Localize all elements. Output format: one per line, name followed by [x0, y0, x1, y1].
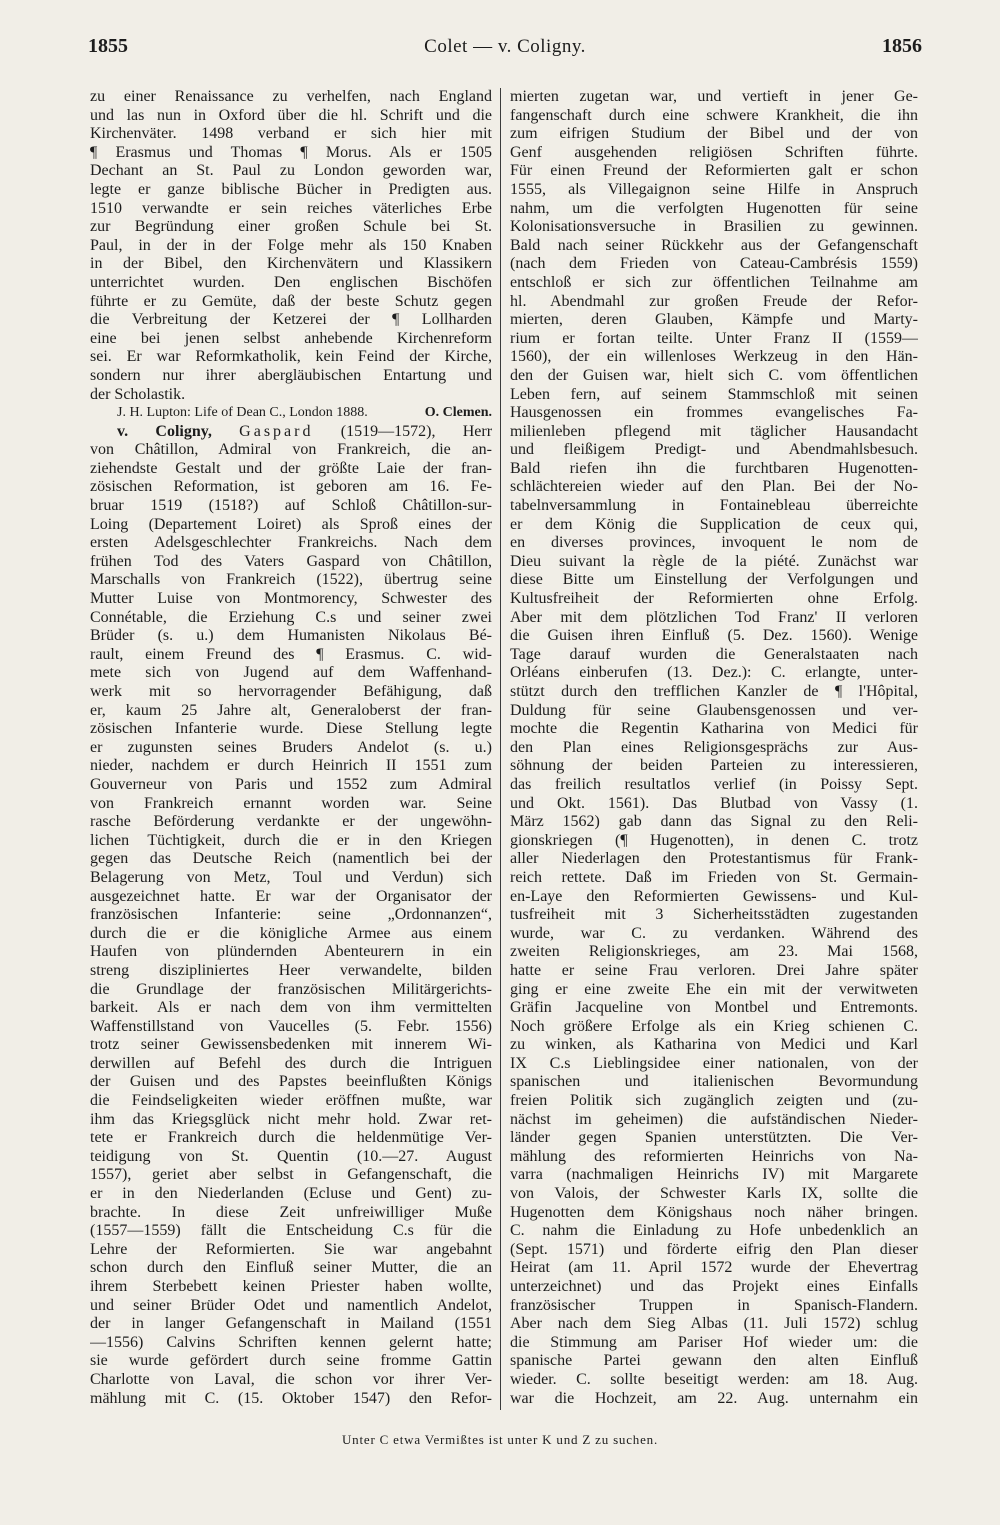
- text-line: Brüder (s. u.) dem Humanisten Nikolaus Bé-: [90, 627, 492, 645]
- text-line: schlächtereien wieder auf den Plan. Bei der No-: [510, 478, 918, 496]
- author-signature: O. Clemen.: [424, 405, 492, 421]
- text-line: mierten zugetan war, und vertieft in jener Ge-: [510, 88, 918, 105]
- text-line: frühen Tod des Vaters Gaspard von Châtillon,: [90, 552, 492, 570]
- text-line: streng diszipliniertes Heer verwandelte, bilden: [90, 961, 492, 979]
- text-line: 1557), geriet aber selbst in Gefangenschaft, die: [90, 1166, 492, 1184]
- text-line: aller Niederlagen den Protestantismus für Frank-: [510, 850, 918, 868]
- text-line: zösischen Infanterie wurde. Diese Stellung legte: [90, 720, 492, 738]
- text-line: von Frankreich ernannt worden war. Seine: [90, 794, 492, 812]
- text-line: tabelnversammlung in Fontainebleau überreichte: [510, 497, 918, 515]
- text-line: werk mit so hervorragender Befähigung, daß: [90, 683, 492, 700]
- text-line: die Guisen ihren Einfluß (5. Dez. 1560). Wenige: [510, 627, 918, 645]
- bibliography-line: [90, 404, 492, 423]
- text-line: Kultusfreiheit der Reformierten ohne Erfolg.: [510, 590, 918, 608]
- column-divider: [500, 88, 501, 1410]
- text-line: unterrichtet wurden. Den englischen Bischöfen: [90, 273, 492, 291]
- text-line: ausgezeichnet hatte. Er war der Organisator der: [90, 887, 492, 905]
- text-line: die Verbreitung der Ketzerei der ¶ Lollharden: [90, 311, 492, 329]
- entry-headword: v. Coligny,: [117, 422, 212, 440]
- text-line: länder gegen Spanien unterstützten. Die Ver-: [510, 1129, 918, 1147]
- text-line: Mutter Luise von Montmorency, Schwester des: [90, 590, 492, 608]
- text-line: und Okt. 1561). Das Blutbad von Vassy (1.: [510, 794, 918, 812]
- text-line: Belagerung von Metz, Toul und Verdun) sich: [90, 868, 492, 886]
- text-line: milienleben pflegend mit täglicher Hausandacht: [510, 422, 918, 440]
- text-line: 1510 verwandte er sein reiches väterliches Erbe: [90, 199, 492, 217]
- text-line: die Feindseligkeiten wieder eröffnen mußte, war: [90, 1092, 492, 1110]
- text-line: ihm das Kriegsglück nicht mehr hold. Zwar ret-: [90, 1110, 492, 1128]
- text-line: fangenschaft durch eine schwere Krankheit, die ihn: [510, 106, 918, 124]
- text-line: Aber nach dem Sieg Albas (11. Juli 1572) schlug: [510, 1315, 918, 1333]
- page-number-left: 1855: [88, 35, 128, 57]
- text-line: barkeit. Als er nach dem von ihm vermittelten: [90, 999, 492, 1017]
- text-line: Haufen von plündernden Abenteurern in ein: [90, 943, 492, 961]
- text-line: sondern nur ihrer abergläubischen Entartung und: [90, 366, 492, 384]
- text-line: mierten, deren Glauben, Kämpfe und Marty-: [510, 311, 918, 329]
- text-line: Für einen Freund der Reformierten galt er schon: [510, 162, 918, 180]
- footer-note: Unter C etwa Vermißtes ist unter K und Z zu suchen.: [341, 1432, 659, 1447]
- text-line: entschloß er sich zur öffentlichen Teilnahme am: [510, 273, 918, 291]
- text-line: legte er ganze biblische Bücher in Predigten aus.: [90, 180, 492, 198]
- text-line: unterzeichnet) und das Projekt eines Einfalls: [510, 1278, 918, 1295]
- text-line: französischen Infanterie: seine „Ordonnanzen“,: [90, 906, 492, 924]
- text-line: en-Laye den Reformierten Gewissens- und Kul-: [510, 887, 918, 905]
- text-line: Bald riefen ihn die furchtbaren Hugenotten-: [510, 459, 918, 477]
- text-line: rium er fortan teilte. Unter Franz II (1559—: [510, 329, 918, 347]
- text-line: Waffenstillstand von Vaucelles (5. Febr. 1556): [90, 1017, 492, 1035]
- text-line: zweiten Religionskrieges, am 23. Mai 1568,: [510, 943, 918, 961]
- text-line: eine bei jenen selbst anhebende Kirchenreform: [90, 329, 492, 347]
- text-line: hatte er seine Frau verloren. Drei Jahre später: [510, 961, 918, 979]
- text-line: mählung mit C. (15. Oktober 1547) den Refor-: [90, 1389, 492, 1407]
- text-line: wurde, war C. zu verdanken. Während des: [510, 924, 918, 942]
- text-line: teidigung von St. Quentin (10.—27. August: [90, 1147, 492, 1165]
- text-line: sei. Er war Reformkatholik, kein Feind der Kirche,: [90, 348, 492, 366]
- text-line: die Grundlage der französischen Militärgerichts-: [90, 980, 492, 998]
- text-line: tusfreiheit mit 3 Sicherheitsstädten zugestanden: [510, 906, 918, 924]
- entry-given-name: Gaspard: [239, 422, 314, 440]
- text-line: hl. Abendmahl zur großen Freude der Refor-: [510, 292, 918, 310]
- text-line: C. nahm die Einladung zu Hofe unbedenklich an: [510, 1222, 918, 1240]
- text-line: Charlotte von Laval, die schon vor ihrer Ver-: [90, 1370, 492, 1388]
- text-line: Hugenotten dem Königshaus noch näher bringen.: [510, 1203, 918, 1221]
- text-line: varra (nachmaligen Heinrichs IV) mit Margarete: [510, 1166, 918, 1184]
- text-line: er, kaum 25 Jahre alt, Generaloberst der fran-: [90, 701, 492, 719]
- text-line: Lehre der Reformierten. Sie war angebahnt: [90, 1240, 492, 1258]
- text-line: söhnung der beiden Parteien zu interessieren,: [510, 757, 918, 775]
- text-line: trotz seiner Gewissensbedenken mit innerem Wi-: [90, 1036, 492, 1054]
- page-number-right: 1856: [882, 35, 922, 57]
- entry-dates: (1519—1572), Herr: [340, 422, 492, 440]
- text-line: ersten Adelsgeschlechter Frankreichs. Nach dem: [90, 534, 492, 552]
- text-line: mete sich von Jugend auf dem Waffenhand-: [90, 664, 492, 682]
- text-line: März 1562) gab dann das Signal zu den Reli-: [510, 813, 918, 831]
- text-line: Kirchenväter. 1498 verband er sich hier mit: [90, 125, 492, 143]
- text-line: spanischen und italienischen Bevormundung: [510, 1073, 918, 1091]
- text-line: Heirat (am 11. April 1572 wurde der Ehevertrag: [510, 1259, 918, 1277]
- left-column: [90, 88, 492, 1408]
- text-line: (Sept. 1571) und förderte eifrig den Plan dieser: [510, 1240, 918, 1258]
- text-line: Duldung für seine Glaubensgenossen und ver-: [510, 701, 918, 719]
- text-line: Leben fern, auf seinem Stammschloß mit seinen: [510, 385, 918, 403]
- text-line: nächst im geheimen) die aufständischen Nieder-: [510, 1110, 918, 1128]
- text-line: und fleißigem Predigt- und Abendmahlsbesuch.: [510, 441, 918, 459]
- text-line: mochte die Regentin Katharina von Medici für: [510, 720, 918, 738]
- text-line: Aber mit dem plötzlichen Tod Franz' II verloren: [510, 608, 918, 626]
- text-line: nieder, nachdem er durch Heinrich II 1551 zum: [90, 757, 492, 775]
- text-line: ging er eine zweite Ehe ein mit der verwitweten: [510, 980, 918, 998]
- right-column: [510, 88, 918, 1408]
- text-line: mählung des reformierten Heinrichs von Na-: [510, 1147, 918, 1165]
- text-line: 1555, als Villegaignon seine Hilfe in Anspruch: [510, 180, 918, 198]
- entry-heading-line: [90, 423, 492, 442]
- left-column-block-colet: [90, 88, 492, 404]
- text-line: bruar 1519 (1518?) auf Schloß Châtillon-sur-: [90, 497, 492, 515]
- text-line: Orléans einberufen (13. Dez.): C. erlangte, unter-: [510, 664, 918, 682]
- text-line: zu einer Renaissance zu verhelfen, nach England: [90, 88, 492, 105]
- text-line: er dem König die Supplication de ceux qui,: [510, 515, 918, 533]
- text-line: und las nun in Oxford über die hl. Schrift und die: [90, 106, 492, 124]
- text-line: schon durch den Einfluß seiner Mutter, die an: [90, 1259, 492, 1277]
- text-line: zösischen Reformation, ist geboren am 16. Fe-: [90, 478, 492, 496]
- text-line: (1557—1559) fällt die Entscheidung C.s für die: [90, 1222, 492, 1240]
- text-line: sie wurde gefördert durch seine fromme Gattin: [90, 1352, 492, 1370]
- text-line: nahm, um die verfolgten Hugenotten für seine: [510, 199, 918, 217]
- text-line: Noch größere Erfolge als ein Krieg schienen C.: [510, 1017, 918, 1035]
- text-line: Dieu suivant la règle de la piété. Zunächst war: [510, 552, 918, 570]
- text-line: Connétable, die Erziehung C.s und seiner zwei: [90, 608, 492, 626]
- text-line: von Valois, der Schwester Karls IX, sollte die: [510, 1185, 918, 1203]
- text-line: gegen das Deutsche Reich (namentlich bei der: [90, 850, 492, 868]
- text-line: Genf ausgehenden religiösen Schriften führte.: [510, 143, 918, 161]
- running-title: Colet — v. Coligny.: [424, 36, 586, 57]
- text-line: IX C.s Lieblingsidee einer nationalen, von der: [510, 1054, 918, 1072]
- text-line: Gouverneur von Paris und 1552 zum Admiral: [90, 775, 492, 793]
- citation-text: J. H. Lupton: Life of Dean C., London 1888.: [117, 405, 368, 421]
- text-line: führte er zu Gemüte, daß der beste Schutz gegen: [90, 292, 492, 310]
- text-line: stützt durch den trefflichen Kanzler de ¶ l'Hôpital,: [510, 683, 918, 700]
- text-line: diese Bitte um Einstellung der Verfolgungen und: [510, 571, 918, 589]
- text-line: Hausgenossen ein frommes evangelisches Fa-: [510, 404, 918, 422]
- text-line: ziehendste Gestalt und der größte Laie der fran-: [90, 459, 492, 477]
- text-line: Paul, in der in der Folge mehr als 150 Knaben: [90, 236, 492, 254]
- text-line: gionskriegen (¶ Hugenotten), in denen C. trotz: [510, 831, 918, 849]
- right-column-block-coligny: [510, 88, 918, 1408]
- text-line: zur Begründung einer großen Schule bei St.: [90, 218, 492, 236]
- text-line: zum eifrigen Studium der Bibel und der von: [510, 125, 918, 143]
- text-line: war die Hochzeit, am 22. Aug. unternahm ein: [510, 1389, 918, 1407]
- text-line: der Guisen und des Papstes beeinflußten Königs: [90, 1073, 492, 1091]
- text-line: Gräfin Jacqueline von Montbel und Entremonts.: [510, 999, 918, 1017]
- text-line: den Plan eines Religionsgesprächs zur Aus-: [510, 738, 918, 756]
- text-line: französischer Truppen in Spanisch-Flandern.: [510, 1296, 918, 1314]
- text-line: Tage darauf wurden die Generalstaaten nach: [510, 645, 918, 663]
- text-line: ¶ Erasmus und Thomas ¶ Morus. Als er 1505: [90, 143, 492, 161]
- text-line: —1556) Calvins Schriften kennen gelernt hatte;: [90, 1333, 492, 1351]
- text-line: 1560), der ein willenloses Werkzeug in den Hän-: [510, 348, 918, 366]
- text-line: Bald nach seiner Rückkehr aus der Gefangenschaft: [510, 236, 918, 254]
- text-line: ihrem Sterbebett keinen Priester haben wollte,: [90, 1278, 492, 1295]
- text-line: in der Bibel, den Kirchenvätern und Klassikern: [90, 255, 492, 273]
- text-line: von Châtillon, Admiral von Frankreich, die an-: [90, 441, 492, 459]
- text-line: Loing (Departement Loiret) als Sproß eines der: [90, 515, 492, 533]
- text-line: durch die er die königliche Armee aus einem: [90, 924, 492, 942]
- text-line: und seiner Brüder Odet und namentlich Andelot,: [90, 1296, 492, 1314]
- page-header: [88, 35, 922, 61]
- text-line: der in langer Gefangenschaft in Mailand (1551: [90, 1315, 492, 1333]
- left-column-block-coligny: [90, 441, 492, 1408]
- text-line: den der Guisen war, hielt sich C. vom öffentlichen: [510, 366, 918, 384]
- text-line: reich rettete. Daß im Frieden von St. Germain-: [510, 868, 918, 886]
- text-line: rasche Beförderung verdankte er der ungewöhn-: [90, 813, 492, 831]
- text-line: Dechant an St. Paul zu London geworden war,: [90, 162, 492, 180]
- text-line: freien Politik sich zugänglich zeigten und (zu-: [510, 1092, 918, 1110]
- text-line: en diverses provinces, invoquent le nom de: [510, 534, 918, 552]
- text-line: lichen Tüchtigkeit, durch die er in den Kriegen: [90, 831, 492, 849]
- text-line: derwillen auf Befehl des durch die Intriguen: [90, 1054, 492, 1072]
- text-line: er in den Niederlanden (Ecluse und Gent) zu-: [90, 1185, 492, 1203]
- text-line: der Scholastik.: [90, 385, 186, 403]
- text-line: zu winken, als Katharina von Medici und Karl: [510, 1036, 918, 1054]
- text-line: tete er Frankreich durch die heldenmütige Ver-: [90, 1129, 492, 1147]
- text-line: er zugunsten seines Bruders Andelot (s. u.): [90, 738, 492, 756]
- text-line: spanische Partei gewann den alten Einfluß: [510, 1352, 918, 1370]
- text-line: das freilich resultatlos verlief (in Poissy Sept.: [510, 775, 918, 793]
- text-line: (nach dem Frieden von Cateau-Cambrésis 1559): [510, 255, 918, 273]
- text-line: wieder. C. sollte beseitigt werden: am 18. Aug.: [510, 1370, 918, 1388]
- text-line: rault, einem Freund des ¶ Erasmus. C. wid-: [90, 645, 492, 663]
- text-line: Marschalls von Frankreich (1522), übertrug seine: [90, 571, 492, 589]
- text-line: brachte. In diese Zeit unfreiwilliger Muße: [90, 1203, 492, 1221]
- text-line: Kolonisationsversuche in Brasilien zu gewinnen.: [510, 218, 918, 236]
- text-line: die Stimmung am Pariser Hof wieder um: die: [510, 1333, 918, 1351]
